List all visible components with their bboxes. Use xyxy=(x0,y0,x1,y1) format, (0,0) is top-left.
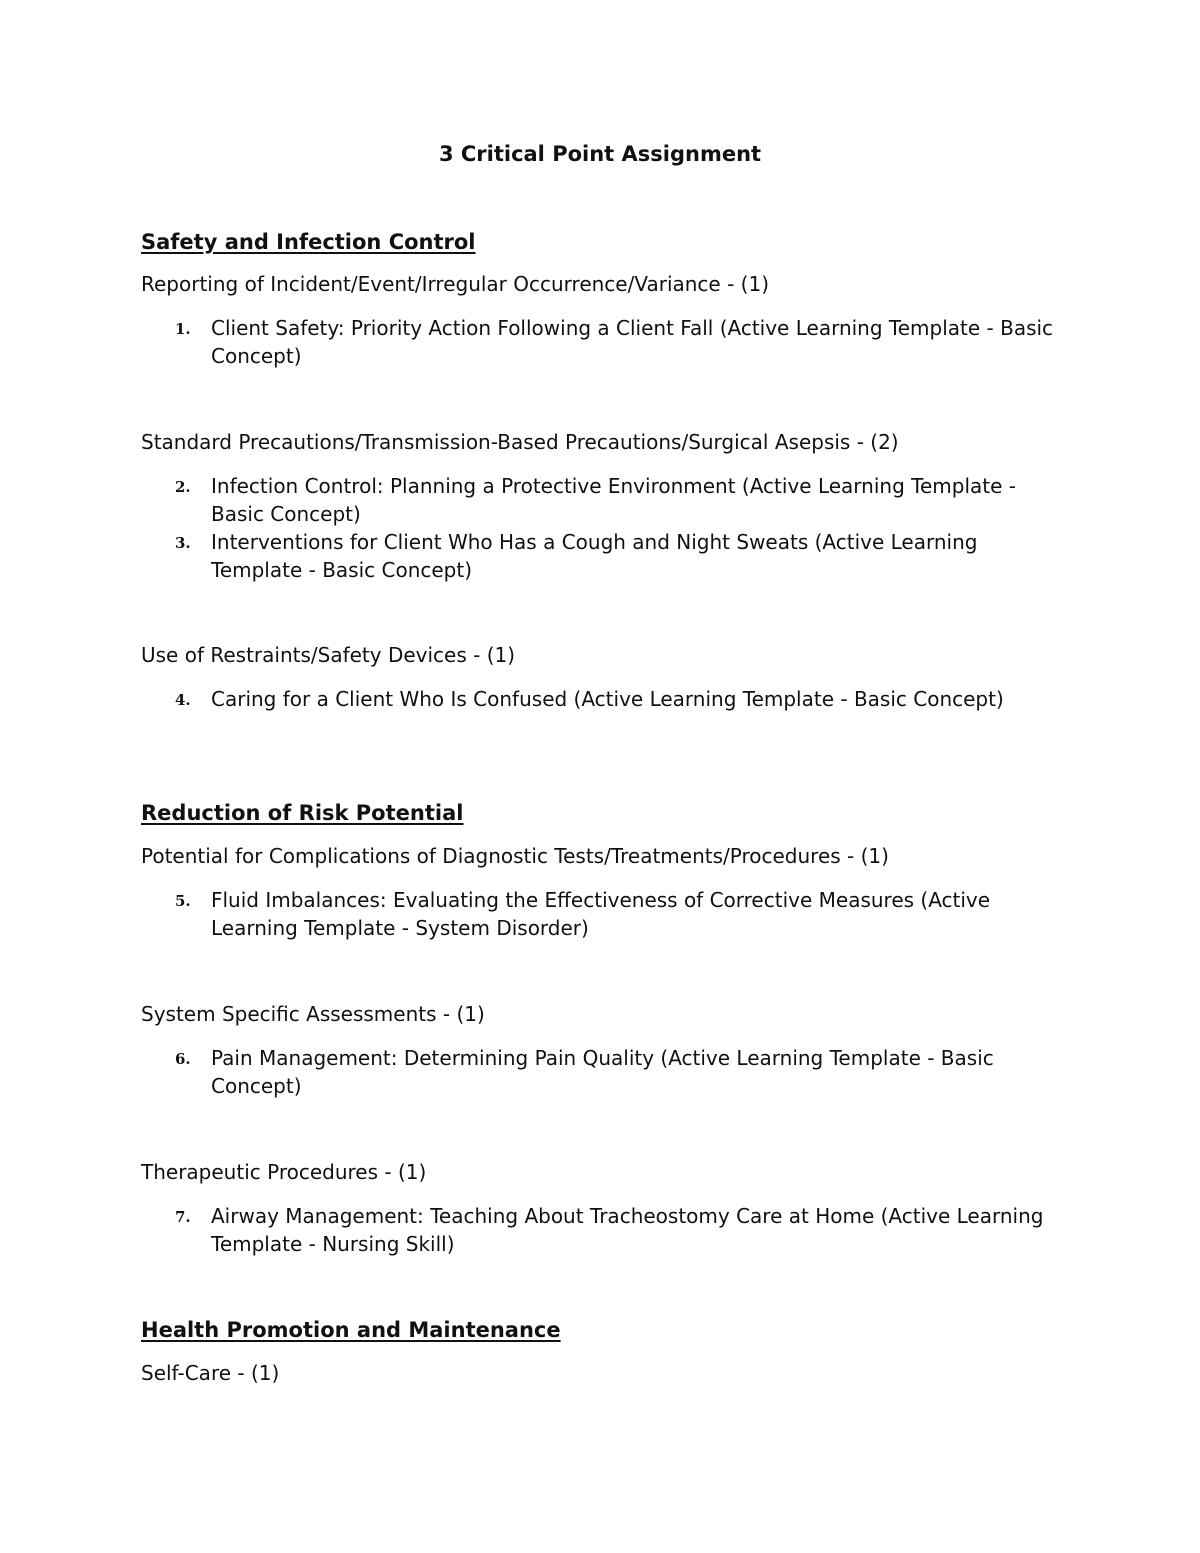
item-text: Caring for a Client Who Is Confused (Active Learning Template - Basic Concept) xyxy=(211,687,1004,711)
item-number: 5. xyxy=(175,892,191,910)
section-risk-heading-block xyxy=(141,799,1071,827)
item-number: 6. xyxy=(175,1050,191,1068)
subsection-heading: Standard Precautions/Transmission-Based Precautions/Surgical Asepsis - (2) xyxy=(141,430,899,454)
list-item xyxy=(141,886,1071,942)
item-number: 2. xyxy=(175,478,191,496)
item-text: Interventions for Client Who Has a Cough and Night Sweats (Active Learning Template - Basic Concept) xyxy=(211,530,978,582)
subsection-heading: Potential for Complications of Diagnostic Tests/Treatments/Procedures - (1) xyxy=(141,844,889,868)
item-number: 4. xyxy=(175,691,191,709)
list-item xyxy=(141,472,1071,528)
section-health-heading-block xyxy=(141,1316,1071,1344)
item-list xyxy=(141,1202,1071,1258)
item-list xyxy=(141,314,1071,370)
item-text: Pain Management: Determining Pain Quality (Active Learning Template - Basic Concept) xyxy=(211,1046,994,1098)
item-text: Client Safety: Priority Action Following a Client Fall (Active Learning Template - Basic Concept) xyxy=(211,316,1054,368)
item-number: 3. xyxy=(175,534,191,552)
list-item xyxy=(141,1044,1071,1100)
document-title: 3 Critical Point Assignment xyxy=(438,142,762,166)
item-list xyxy=(141,886,1071,942)
list-item xyxy=(141,685,1071,713)
subsection-heading: Self-Care - (1) xyxy=(141,1361,280,1385)
subsection-therapeutic xyxy=(141,1158,1071,1186)
item-list xyxy=(141,685,1071,713)
list-item xyxy=(141,528,1071,584)
item-list xyxy=(141,1044,1071,1100)
subsection-complications xyxy=(141,842,1071,870)
list-item xyxy=(141,314,1071,370)
section-heading: Safety and Infection Control xyxy=(141,230,476,254)
item-number: 7. xyxy=(175,1208,191,1226)
subsection-assessments xyxy=(141,1000,1071,1028)
subsection-heading: Reporting of Incident/Event/Irregular Occurrence/Variance - (1) xyxy=(141,272,769,296)
subsection-heading: Therapeutic Procedures - (1) xyxy=(141,1160,427,1184)
section-heading: Health Promotion and Maintenance xyxy=(141,1318,561,1342)
section-safety-heading-block xyxy=(141,228,1071,256)
item-text: Infection Control: Planning a Protective Environment (Active Learning Template - Basic Concept) xyxy=(211,474,1016,526)
item-number: 1. xyxy=(175,320,191,338)
subsection-heading: Use of Restraints/Safety Devices - (1) xyxy=(141,643,516,667)
subsection-reporting xyxy=(141,270,1071,298)
section-heading: Reduction of Risk Potential xyxy=(141,801,464,825)
subsection-self-care xyxy=(141,1359,1071,1387)
list-item xyxy=(141,1202,1071,1258)
subsection-restraints xyxy=(141,641,1071,669)
subsection-precautions xyxy=(141,428,1071,456)
item-list xyxy=(141,472,1071,584)
item-text: Airway Management: Teaching About Tracheostomy Care at Home (Active Learning Template - Nursing Skill) xyxy=(211,1204,1044,1256)
item-text: Fluid Imbalances: Evaluating the Effectiveness of Corrective Measures (Active Learning Template - System Disorder) xyxy=(211,888,991,940)
subsection-heading: System Specific Assessments - (1) xyxy=(141,1002,485,1026)
